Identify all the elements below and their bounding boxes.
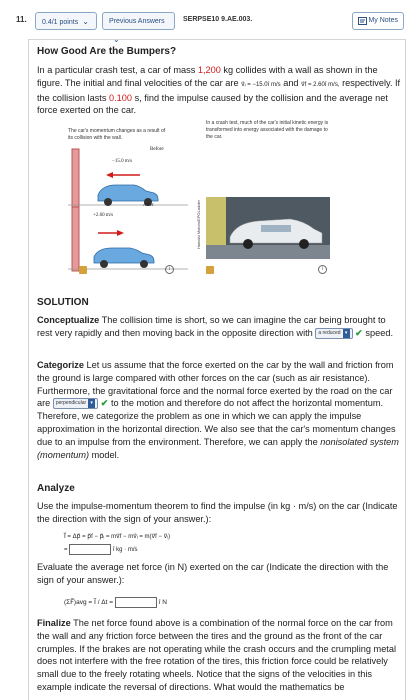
check-icon: ✔ — [355, 327, 363, 338]
figure-caption-left: The car's momentum changes as a result of its collision with the wall. — [68, 128, 166, 141]
direction-dropdown[interactable]: perpendicular ▾ — [53, 398, 98, 409]
categorize-paragraph: Categorize Let us assume that the force exerted on the car by the wall and friction from the ground is large compared with other forces on the car (such as air resistance). Furthermore, the gravitational force and the normal force exerted by the road on the car are perpendicular ▾ ✔ to the motion and therefore do not affect the horizontal momentum. Therefore, we categorize the problem as one in which we can apply the impulse approximation in the horizontal direction. We also see that the car's momentum changes due to an impulse from the environment. Therefore, we can apply the nonisolated system (momentum) model. — [37, 360, 399, 460]
force-equation: (ΣF⃗)avg = I⃗ / Δt = — [64, 599, 114, 607]
figure-caption-right: In a crash test, much of the car's initial kinetic energy is transformed into energy associated with the damage to the car. — [206, 120, 329, 140]
before-label: Before — [150, 147, 164, 152]
car-after-icon — [94, 248, 154, 268]
after-label: After — [143, 203, 154, 208]
crash-photo-svg — [206, 197, 330, 259]
vf-expression: v⃗f = 2.60î m/s, — [301, 81, 340, 88]
chevron-down-icon: ⌄ — [82, 17, 89, 26]
impulse-answer-row: = î kg · m/s — [64, 544, 138, 555]
figure-badge-b — [206, 266, 214, 274]
photo-credit: Hamdai Motors/EPOLadder — [196, 200, 201, 250]
finalize-paragraph: Finalize The net force found above is a combination of the normal force on the car from the wall and any friction force between the tires and the ground as the front of the car crumples. If the brakes are not operating while the crash occurs and the crumpling metal does not interfere with the free rotation of the tires, this friction force could be relatively small due to the freely rotating wheels. Notice that the signs of the velocities in this example indicate the reversal of directions. What would the mathematics be — [37, 618, 397, 692]
speed-dropdown[interactable]: a reduced ▾ — [315, 328, 352, 339]
problem-title: How Good Are the Bumpers? — [37, 46, 177, 57]
info-icon[interactable]: i — [318, 265, 327, 274]
problem-code: SERPSE10 9.AE.003. — [183, 16, 253, 23]
crash-diagram — [68, 145, 188, 275]
chevron-down-icon: ▾ — [88, 399, 95, 408]
chevron-down-icon: ▾ — [343, 329, 350, 338]
figure-badge-a — [79, 266, 87, 274]
problem-statement: In a particular crash test, a car of mass 1,200 kg collides with a wall as shown in the figure. The initial and final velocities of the car are v⃗ᵢ = −15.0î m/s and v⃗f = 2.60î m/s, respectively. If the collision lasts 0.100 s, find the impulse caused by the collision and the average net force exerted on the car. — [37, 65, 401, 116]
crash-photo — [206, 197, 330, 259]
analyze-paragraph: Use the impulse-momentum theorem to find the impulse (in kg · m/s) on the car (Indicate the direction with the sign of your answer.): — [37, 501, 398, 524]
mass-value: 1,200 — [197, 65, 221, 75]
velocity-after: +2.60 m/s — [93, 213, 114, 218]
impulse-answer-input[interactable] — [69, 544, 111, 555]
chevron-down-icon: ⌄ — [113, 35, 120, 44]
points-label: 0.4/1 points — [42, 19, 79, 26]
question-header — [0, 12, 414, 44]
force-paragraph: Evaluate the average net force (in N) exerted on the car (Indicate the direction with the sign of your answer.): — [37, 562, 389, 585]
force-answer-input[interactable] — [115, 597, 157, 608]
previous-answers-label: Previous Answers — [109, 18, 165, 25]
check-icon: ✔ — [100, 398, 109, 409]
analyze-heading: Analyze — [37, 483, 75, 494]
solution-heading: SOLUTION — [37, 297, 89, 308]
question-number: 11. — [16, 15, 27, 24]
force-equation-row: (ΣF⃗)avg = I⃗ / Δt = î N — [64, 597, 167, 608]
impulse-equation: I⃗ = Δp⃗ = p⃗f − p⃗ᵢ = mv⃗f − mv⃗ᵢ = m(v⃗f − v⃗ᵢ) — [64, 534, 171, 540]
previous-answers-dropdown[interactable] — [102, 12, 175, 44]
crash-diagram-svg — [68, 145, 188, 275]
points-dropdown[interactable] — [35, 12, 97, 30]
vi-expression: v⃗ᵢ = −15.0î m/s — [241, 81, 281, 88]
time-value: 0.100 — [109, 92, 133, 103]
my-notes-label: My Notes — [368, 17, 398, 24]
velocity-before: −15.0 m/s — [112, 159, 133, 164]
conceptualize-paragraph: Conceptualize The collision time is short, so we can imagine the car being brought to rest very rapidly and then moving back in the opposite direction with a reduced ▾ ✔ speed. — [37, 315, 394, 338]
info-icon[interactable]: i — [165, 265, 174, 274]
my-notes-button[interactable] — [352, 12, 404, 30]
notes-icon — [358, 17, 367, 25]
